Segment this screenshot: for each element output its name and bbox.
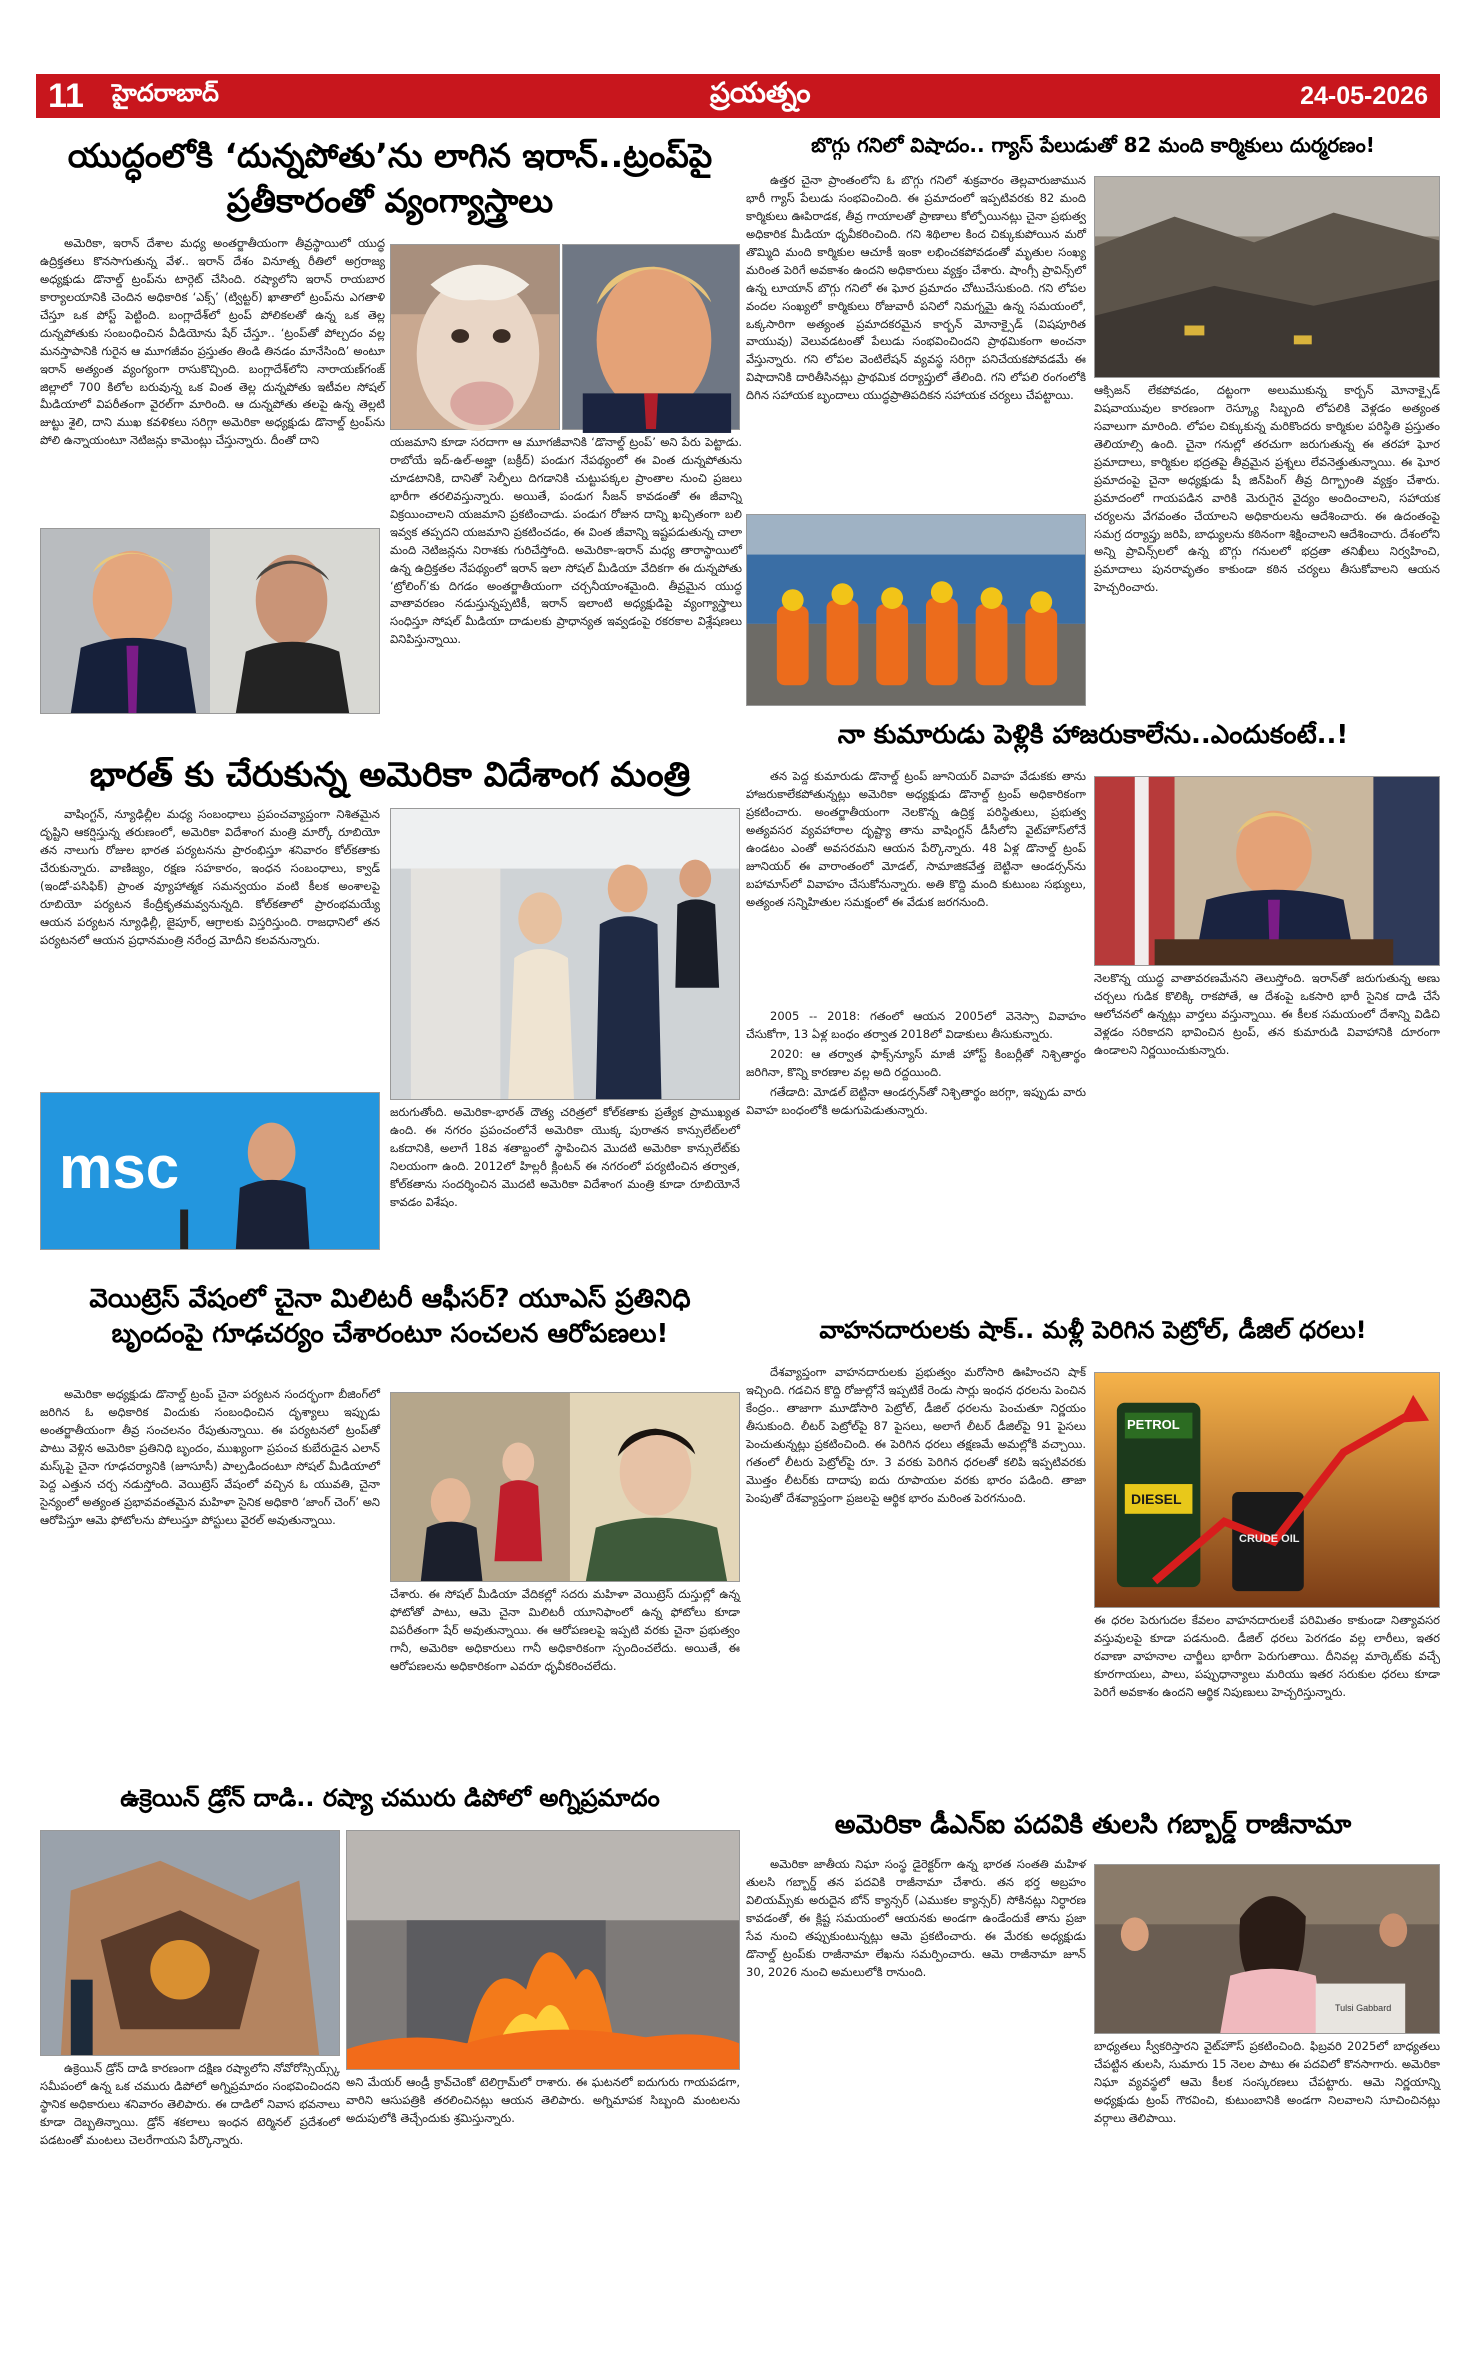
oil-depot-fire-photo xyxy=(346,1830,740,2070)
continued-text: చేశారు. ఈ సోషల్ మీడియా వేదికల్లో సదరు మహిళా వెయిట్రెస్ దుస్తుల్లో ఉన్న ఫోటోతో పాటు, ఆమె చైనా మిలిటరీ యూనిఫాంలో ఉన్న ఫోటోలు కూడా విపరీతంగా షేర్ అవుతున్నాయి. ఈ ఆరోపణలపై ఇప్పటి వరకు చైనా ప్రభుత్వం గానీ, అమెరికా అధికారులు గానీ అధికారికంగా స్పందించలేదు. అయితే, ఈ ఆరోపణలను అధికారికంగా ఎవరూ ధృవీకరించలేదు. xyxy=(390,1587,740,1673)
crude-oil-label: CRUDE OIL xyxy=(1239,1533,1300,1545)
article-paragraph: అమెరికా అధ్యక్షుడు డొనాల్డ్ ట్రంప్ చైనా పర్యటన సందర్భంగా బీజింగ్‌లో జరిగిన ఓ అధికారిక విందుకు సంబంధించిన దృశ్యాలు ఇప్పుడు అంతర్జాతీయంగా తీవ్ర సంచలనం రేపుతున్నాయి. ఈ పర్యటనలో ట్రంప్‌తో పాటు వెళ్లిన అమెరికా ప్రతినిధి బృందం, ముఖ్యంగా ప్రపంచ కుబేరుడైన ఎలాన్ మస్క్‌పై చైనా గూఢచర్యానికి (జూసూసీ) పాల్పడిందంటూ సోషల్ మీడియాలో పెద్ద ఎత్తున చర్చ నడుస్తోంది. వెయిట్రెస్ వేషంలో వచ్చిన ఓ యువతి, చైనా సైన్యంలో అత్యంత ప్రభావవంతమైన మహిళా సైనిక అధికారి ‘జాంగ్ చెంగ్’ అని ఆరోపిస్తూ ఆమె ఫోటోలను పోలుస్తూ పోస్టులు వైరల్ అవుతున్నాయి. xyxy=(40,1387,380,1527)
article-body xyxy=(40,806,380,1082)
continued-text: నెలకొన్న యుద్ధ వాతావరణమేనని తెలుస్తోంది. ఇరాన్‌తో జరుగుతున్న అణు చర్చలు గుడిక కొలిక్కి రాకపోతే, ఆ దేశంపై ఒకసారి భారీ సైనిక దాడి చేసే ఆలోచనలో ఉన్నట్లు వార్తలు వస్తున్నాయి. ఈ కీలక సమయంలో దేశాన్ని విడిచి వెళ్లడం సరికాదని భావించిన ట్రంప్, తన కుమారుడి వివాహానికి దూరంగా ఉండాలని నిర్ణయించుకున్నారు. xyxy=(1094,971,1440,1057)
article-continued xyxy=(346,2074,740,2186)
article-headline xyxy=(40,134,740,224)
article-paragraph: ఉక్రెయిన్ డ్రోన్ దాడి కారణంగా దక్షిణ రష్యాలోని నోవోరోస్సియ్స్క్ సమీపంలో ఉన్న ఒక చమురు డిపోలో అగ్నిప్రమాదం సంభవించిందని స్థానిక అధికారులు శనివారం తెలిపారు. ఈ దాడిలో నివాస భవనాలు కూడా దెబ్బతిన్నాయి. డ్రోన్ శకలాలు ఇంధన టెర్మినల్ ప్రదేశంలో పడటంతో మంటలు చెలరేగాయని పేర్కొన్నారు. xyxy=(40,2061,340,2147)
continued-text: ఆక్సిజన్ లేకపోవడం, దట్టంగా అలుముకున్న కార్బన్ మోనాక్సైడ్ విషవాయువుల కారణంగా రెస్క్యూ సిబ్బంది లోపలికి వెళ్లడం అత్యంత సవాలుగా మారింది. లోపల చిక్కుకున్న మరికొందరు కార్మికుల పరిస్థితి ప్రస్తుతం తెలియాల్సి ఉంది. చైనా గనుల్లో తరచుగా జరుగుతున్న ఈ తరహా ఘోర ప్రమాదాలు, కార్మికుల భద్రతపై తీవ్రమైన ప్రశ్నలు లేవనెత్తుతున్నాయి. ఈ ఘోర ప్రమాదంపై చైనా అధ్యక్షుడు షీ జిన్‌పింగ్ తీవ్ర దిగ్భ్రాంతి వ్యక్తం చేశారు. ప్రమాదంలో గాయపడిన వారికి మెరుగైన వైద్యం అందించాలని, సహాయక చర్యలను వేగవంతం చేయాలని అధికారులను ఆదేశించారు. ఈ ఉదంతంపై సమగ్ర దర్యాప్తు జరిపి, బాధ్యులను కఠినంగా శిక్షించాలని ఆదేశించారు. దేశంలోని అన్ని ప్రావిన్స్‌లలో ఉన్న బొగ్గు గనులలో భద్రతా తనిఖీలు నిర్వహించి, ప్రమాదాలు పునరావృతం కాకుండా కఠిన చర్యలు తీసుకోవాలని ఆయన హెచ్చరించారు. xyxy=(1094,383,1440,595)
buffalo-photo xyxy=(390,244,560,430)
headline-line: నా కుమారుడు పెళ్లికి హాజరుకాలేను..ఎందుకంటే..! xyxy=(837,720,1349,750)
article-headline xyxy=(746,1808,1440,1843)
rescue-team-photo xyxy=(746,514,1086,706)
continued-text: యజమాని కూడా సరదాగా ఆ మూగజీవానికి ‘డొనాల్డ్ ట్రంప్’ అని పేరు పెట్టాడు. రాబోయే ఇద్-ఉల్-అజ్హా (బక్రీద్) పండుగ నేపథ్యంలో ఈ వింత దున్నపోతును చూడటానికి, దానితో సెల్ఫీలు దిగడానికి చుట్టుపక్కల ప్రాంతాల నుంచి ప్రజలు భారీగా తరలివస్తున్నారు. అయితే, పండుగ సీజన్ కావడంతో ఈ జీవాన్ని విక్రయించాలని యజమాని ప్రకటించాడు. పండుగ రోజున దాన్ని ఖచ్చితంగా బలి ఇవ్వక తప్పదని యజమాని ప్రకటించడం, ఈ వింత జీవాన్ని ఇష్టపడుతున్న చాలా మంది నెటిజన్లను నిరాశకు గురిచేస్తోంది. అమెరికా-ఇరాన్ మధ్య తారాస్థాయిలో ఉన్న ఉద్రిక్తతల నేపథ్యంలో ఇరాన్ ఇలా సోషల్ మీడియా వేదికగా ఈ దున్నపోతు ‘ట్రోలింగ్’కు దిగడం అంతర్జాతీయంగా చర్చనీయాంశమైంది. తీవ్రమైన యుద్ధ వాతావరణం నడుస్తున్నప్పటికీ, ఇరాన్ ఇలాంటి అధ్యక్షుడిపై వ్యంగ్యాస్త్రాలు సంధిస్తూ సోషల్ మీడియా దాడులకు ప్రాధాన్యత ఇవ్వడంపై రకరకాల విశ్లేషణలు వినిపిస్తున్నాయి. xyxy=(390,435,742,647)
newspaper-name: ప్రయత్నం xyxy=(710,76,811,109)
timeline-item: 2020: ఆ తర్వాత ఫాక్స్‌న్యూస్ మాజీ హోస్ట్ కింబర్లీతో నిశ్చితార్థం జరిగినా, కొన్ని కారణాల వల్ల అది రద్దయింది. xyxy=(746,1046,1086,1079)
petrol-pump-label: PETROL xyxy=(1127,1417,1180,1432)
page-number: 11 xyxy=(48,76,84,115)
article-paragraph: దేశవ్యాప్తంగా వాహనదారులకు ప్రభుత్వం మరోసారి ఊహించని షాక్ ఇచ్చింది. గడచిన కొద్ది రోజుల్లోనే ఇప్పటికే రెండు సార్లు ఇంధన ధరలను పెంచిన కేంద్రం.. తాజాగా మూడోసారి పెట్రోల్, డీజిల్ ధరలను పెంచుతూ నిర్ణయం తీసుకుంది. లీటర్ పెట్రోల్‌పై 87 పైసలు, అలాగే లీటర్ డీజిల్‌పై 91 పైసలు పెంచుతున్నట్లు ప్రకటించింది. ఈ పెరిగిన ధరలు తక్షణమే అమల్లోకి వచ్చాయి. గతంలో లీటరు పెట్రోల్‌పై రూ. 3 వరకు పెరిగిన ధరలతో కలిపి ఇప్పటివరకు మొత్తం లీటర్‌కు దాదాపు ఐదు రూపాయల వరకు భారం పడింది. తాజా పెంపుతో దేశవ్యాప్తంగా ప్రజలపై ఆర్థిక భారం మరింత పెరగనుంది. xyxy=(746,1365,1086,1505)
article-headline xyxy=(746,718,1440,753)
edition-city: హైదరాబాద్ xyxy=(112,79,219,107)
headline-line-2: బృందంపై గూఢచర్యం చేశారంటూ సంచలన ఆరోపణలు! xyxy=(111,1319,669,1350)
msc-logo-text: msc xyxy=(59,1134,180,1201)
timeline-item: గతేడాది: మోడల్ బెట్టినా ఆండర్సన్‌తో నిశ్చితార్థం జరగ్గా, ఇప్పుడు వారు వివాహ బంధంలోకి అడుగుపెడుతున్నారు. xyxy=(746,1084,1086,1117)
headline-line-2: ప్రతీకారంతో వ్యంగ్యాస్త్రాలు xyxy=(226,180,554,220)
headline-line: బొగ్గు గనిలో విషాదం.. గ్యాస్ పేలుడుతో 82 మంది కార్మికులు దుర్మరణం! xyxy=(811,133,1375,157)
article-continued xyxy=(1094,1612,1440,1776)
article-body xyxy=(40,1386,380,1716)
page-masthead xyxy=(36,74,1440,118)
continued-text: అని మేయర్ ఆండ్రీ క్రావ్‌చెంకో టెలిగ్రామ్‌లో రాశారు. ఈ ఘటనలో ఐదుగురు గాయపడగా, వారిని ఆసుపత్రికి తరలించినట్లు ఆయన తెలిపారు. అగ్నిమాపక సిబ్బంది మంటలను అదుపులోకి తెచ్చేందుకు శ్రమిస్తున్నారు. xyxy=(346,2075,740,2125)
article-timeline xyxy=(746,1008,1086,1252)
trump-and-iranian-official-photo xyxy=(40,528,380,714)
article-continued xyxy=(1094,970,1440,1252)
article-body xyxy=(746,172,1086,512)
fuel-price-graphic xyxy=(1094,1372,1440,1608)
continued-text: జరుగుతోంది. అమెరికా-భారత్ దౌత్య చరిత్రలో కోల్‌కతాకు ప్రత్యేక ప్రాముఖ్యత ఉంది. ఈ నగరం ప్రపంచంలోనే అమెరికా యొక్క పురాతన కాన్సులేట్‌లలో ఒకదానికి, అలాగే 18వ శతాబ్దంలో స్థాపించిన మొదటి అమెరికా కాన్సులేట్‌కు నిలయంగా ఉంది. 2012లో హిల్లరీ క్లింటన్ ఈ నగరంలో పర్యటించిన తర్వాత, కోల్‌కతాను సందర్శించిన మొదటి అమెరికా విదేశాంగ మంత్రి కూడా రూబియోనే కావడం విశేషం. xyxy=(390,1105,740,1209)
trump-closeup-photo xyxy=(562,244,740,430)
continued-text: బాధ్యతలు స్వీకరిస్తారని వైట్‌హౌస్ ప్రకటించింది. ఫిబ్రవరి 2025లో బాధ్యతలు చేపట్టిన తులసి, సుమారు 15 నెలల పాటు ఈ పదవిలో కొనసాగారు. అమెరికా నిఘా వ్యవస్థలో ఆమె కీలక సంస్కరణలు చేపట్టారు. ఆమె నిర్ణయాన్ని అధ్యక్షుడు ట్రంప్ గౌరవించి, కుటుంబానికి అండగా నిలవాలని సూచించినట్లు వర్గాలు తెలిపాయి. xyxy=(1094,2039,1441,2125)
article-paragraph: తన పెద్ద కుమారుడు డొనాల్డ్ ట్రంప్ జూనియర్ వివాహ వేడుకకు తాను హాజరుకాలేకపోతున్నట్లు అమెరికా అధ్యక్షుడు డొనాల్డ్ ట్రంప్ అధికారికంగా ప్రకటించారు. అంతర్జాతీయంగా నెలకొన్న ఉద్రిక్త పరిస్థితులు, ప్రభుత్వ అత్యవసర వ్యవహారాల దృష్ట్యా తాను వాషింగ్టన్ డీసీలోని వైట్‌హౌస్‌లోనే ఉండటం ఎంతో అవసరమని ఆయన పేర్కొన్నారు. 48 ఏళ్ల డొనాల్డ్ ట్రంప్ జూనియర్ ఈ వారాంతంలో మోడల్, సామాజికవేత్త బెట్టినా ఆండర్సన్‌ను బహామాస్‌లో వివాహం చేసుకోనున్నారు. అతి కొద్ది మంది కుటుంబ సభ్యులు, అత్యంత సన్నిహితుల సమక్షంలో ఈ వేడుక జరగనుంది. xyxy=(746,769,1086,909)
msc-conference-photo xyxy=(40,1092,380,1250)
headline-line: అమెరికా డీఎన్ఐ పదవికి తులసి గబ్బార్డ్ రాజీనామా xyxy=(834,1810,1352,1840)
continued-text: ఈ ధరల పెరుగుదల కేవలం వాహనదారులకే పరిమితం కాకుండా నిత్యావసర వస్తువులపై కూడా పడనుంది. డీజిల్ ధరలు పెరగడం వల్ల లారీలు, ఇతర రవాణా వాహనాల చార్జీలు భారీగా పెరుగుతాయి. దీనివల్ల మార్కెట్‌కు వచ్చే కూరగాయలు, పాలు, పప్పుధాన్యాలు మరియు ఇతర సరుకుల ధరలు కూడా పెరిగే అవకాశం ఉందని ఆర్థిక నిపుణులు హెచ్చరిస్తున్నారు. xyxy=(1094,1613,1440,1699)
article-headline xyxy=(746,132,1440,159)
damaged-building-photo xyxy=(40,1830,340,2056)
nameplate-text: Tulsi Gabbard xyxy=(1335,2003,1392,2013)
article-continued xyxy=(1094,382,1440,706)
article-headline xyxy=(746,1314,1440,1347)
article-body xyxy=(746,1364,1086,1776)
article-body xyxy=(746,768,1086,1004)
trump-at-desk-photo xyxy=(1094,776,1440,966)
article-continued xyxy=(390,1586,740,1716)
edition-date: 24-05-2026 xyxy=(1300,81,1428,110)
coal-mine-site-photo xyxy=(1094,176,1440,378)
article-paragraph: ఉత్తర చైనా ప్రాంతంలోని ఓ బొగ్గు గనిలో శుక్రవారం తెల్లవారుజామున భారీ గ్యాస్ పేలుడు సంభవించింది. ఈ ప్రమాదంలో ఇప్పటివరకు 82 మంది కార్మికులు ఊపిరాడక, తీవ్ర గాయాలతో ప్రాణాలు కోల్పోయినట్లు చైనా ప్రభుత్వ అధికారిక మీడియా ధృవీకరించింది. గని శిథిలాల కింద చిక్కుకుపోయిన మరో తొమ్మిది మంది కార్మికుల ఆచూకీ ఇంకా లభించకపోవడంతో మృతుల సంఖ్య మరింత పెరిగే అవకాశం ఉందని అధికారులు వ్యక్తం చేశారు. షాంగ్సీ ప్రావిన్స్‌లో ఉన్న లూయాన్ బొగ్గు గనిలో ఈ ఘోర ప్రమాదం చోటుచేసుకుంది. గని లోపల వందల సంఖ్యలో కార్మికులు రోజువారీ పనిలో నిమగ్నమై ఉన్న సమయంలో, ఒక్కసారిగా అత్యంత ప్రమాదకరమైన కార్బన్ మోనాక్సైడ్ (విషపూరిత వాయువు) వెలువడటంతో పేలుడు సంభవించిందని ప్రాథమికంగా అంచనా వేస్తున్నారు. గని లోపల వెంటిలేషన్ వ్యవస్థ సరిగ్గా పనిచేయకపోవడమే ఈ విషాదానికి దారితీసినట్లు ప్రాథమిక దర్యాప్తులో తేలింది. గని లోపలి రంగంలోకి దిగిన సహాయక బృందాలు యుద్ధప్రాతిపదికన సహాయక చర్యలు చేపట్టాయి. xyxy=(746,173,1086,403)
banquet-and-officer-photo xyxy=(390,1392,740,1582)
article-paragraph: అమెరికా, ఇరాన్ దేశాల మధ్య అంతర్జాతీయంగా తీవ్రస్థాయిలో యుద్ధ ఉద్రిక్తతలు కొనసాగుతున్న వేళ.. ఇరాన్ దేశం వినూత్న రీతిలో అగ్రరాజ్య అధ్యక్షుడు డొనాల్డ్ ట్రంప్‌ను టార్గెట్ చేసింది. రష్యాలోని ఇరాన్ రాయబార కార్యాలయానికి చెందిన అధికారిక ‘ఎక్స్’ (ట్విట్టర్) ఖాతాలో ట్రంప్‌ను ఎగతాళి చేస్తూ ఒక పోస్ట్ పెట్టింది. బంగ్లాదేశ్‌లో ట్రంప్ పోలికలతో ఉన్న ఒక తెల్ల దున్నపోతుకు సంబంధించిన వీడియోను షేర్ చేస్తూ.. ‘ట్రంప్‌తో పోల్చదం వల్ల మనస్తాపానికి గురైన ఆ మూగజీవం ప్రస్తుతం తిండి తినడం మానేసింది’ అంటూ ఇరాన్ అత్యంత వ్యంగ్యంగా రాసుకొచ్చింది. బంగ్లాదేశ్‌లోని నారాయణ్‌గంజ్ జిల్లాలో 700 కిలోల బరువున్న ఒక వింత తెల్ల దున్నపోతు ఇటీవల సోషల్ మీడియాలో విపరీతంగా వైరల్‌గా మారింది. ఆ దున్నపోతు తలపై ఉన్న తెల్లటి జుట్టు శైలి, దాని ముఖ కవళికలు సరిగ్గా అమెరికా అధ్యక్షుడు డొనాల్డ్ ట్రంప్‌ను పోలి ఉన్నాయంటూ నెటిజన్లు కామెంట్లు చేస్తున్నారు. దీంతో దాని xyxy=(40,236,385,448)
article-paragraph: అమెరికా జాతీయ నిఘా సంస్థ డైరెక్టర్‌గా ఉన్న భారత సంతతి మహిళ తులసి గబ్బార్డ్ తన పదవికి రాజీనామా చేశారు. తన భర్త అబ్రహం విలియమ్స్‌కు అరుదైన బోన్ క్యాన్సర్ (ఎముకల క్యాన్సర్) సోకినట్లు నిర్ధారణ కావడంతో, ఈ క్లిష్ట సమయంలో ఆయనకు అండగా ఉండేందుకే తాను ప్రజా సేవ నుంచి తప్పుకుంటున్నట్లు ఆమె ప్రకటించారు. ఈ మేరకు అధ్యక్షుడు డొనాల్డ్ ట్రంప్‌కు రాజీనామా లేఖను సమర్పించారు. ఆమె రాజీనామా జూన్ 30, 2026 నుంచి అమలులోకి రానుంది. xyxy=(746,1857,1086,1979)
headline-line: ఉక్రెయిన్ డ్రోన్ దాడి.. రష్యా చమురు డిపోలో అగ్నిప్రమాదం xyxy=(120,1784,660,1812)
article-paragraph: వాషింగ్టన్, న్యూఢిల్లీల మధ్య సంబంధాలు ప్రపంచవ్యాప్తంగా నిశితమైన దృష్టిని ఆకర్షిస్తున్న తరుణంలో, అమెరికా విదేశాంగ మంత్రి మార్కో రూబియో తన నాలుగు రోజుల భారత పర్యటనను ప్రారంభిస్తూ శనివారం కోల్‌కతాకు చేరుకున్నారు. వాణిజ్యం, రక్షణ సహకారం, ఇంధన సంబంధాలు, క్వాడ్ (ఇండో-పసిఫిక్) ప్రాంత వ్యూహాత్మక సమన్వయం వంటి కీలక అంశాలపై రూబియో పర్యటన కేంద్రీకృతమవ్వనున్నది. కోల్‌కతాలో ప్రారంభమయ్యే ఆయన పర్యటన న్యూఢిల్లీ, జైపూర్, ఆగ్రాలకు విస్తరిస్తుంది. రాజధానిలో తన పర్యటనలో ఆయన ప్రధానమంత్రి నరేంద్ర మోదీని కలవనున్నారు. xyxy=(40,807,380,947)
article-continued xyxy=(1094,2038,1440,2186)
article-body xyxy=(40,235,385,522)
article-body xyxy=(746,1856,1086,2186)
gabbard-hearing-photo xyxy=(1094,1864,1440,2034)
headline-line-1: వెయిట్రెస్ వేషంలో చైనా మిలిటరీ ఆఫీసర్? యూఎస్ ప్రతినిధి xyxy=(89,1284,691,1314)
headline-line-1: యుద్ధంలోకి ‘దున్నపోతు’ను లాగిన ఇరాన్..ట్రంప్‌పై xyxy=(67,136,713,175)
diesel-pump-label: DIESEL xyxy=(1131,1491,1182,1507)
headline-line: వాహనదారులకు షాక్.. మళ్లీ పెరిగిన పెట్రోల్, డీజిల్ ధరలు! xyxy=(819,1316,1367,1344)
article-headline xyxy=(40,752,740,798)
headline-line: భారత్ కు చేరుకున్న అమెరికా విదేశాంగ మంత్రి xyxy=(89,755,691,795)
rubio-arrival-photo xyxy=(390,808,740,1100)
article-headline xyxy=(40,1282,740,1353)
article-headline xyxy=(40,1782,740,1815)
article-body xyxy=(40,2060,340,2186)
article-continued xyxy=(390,434,742,647)
article-continued xyxy=(390,1104,740,1250)
timeline-item: 2005 -- 2018: గతంలో ఆయన 2005లో వెనెస్సా వివాహం చేసుకోగా, 13 ఏళ్ల బంధం తర్వాత 2018లో విడాకులు తీసుకున్నారు. xyxy=(746,1009,1086,1041)
